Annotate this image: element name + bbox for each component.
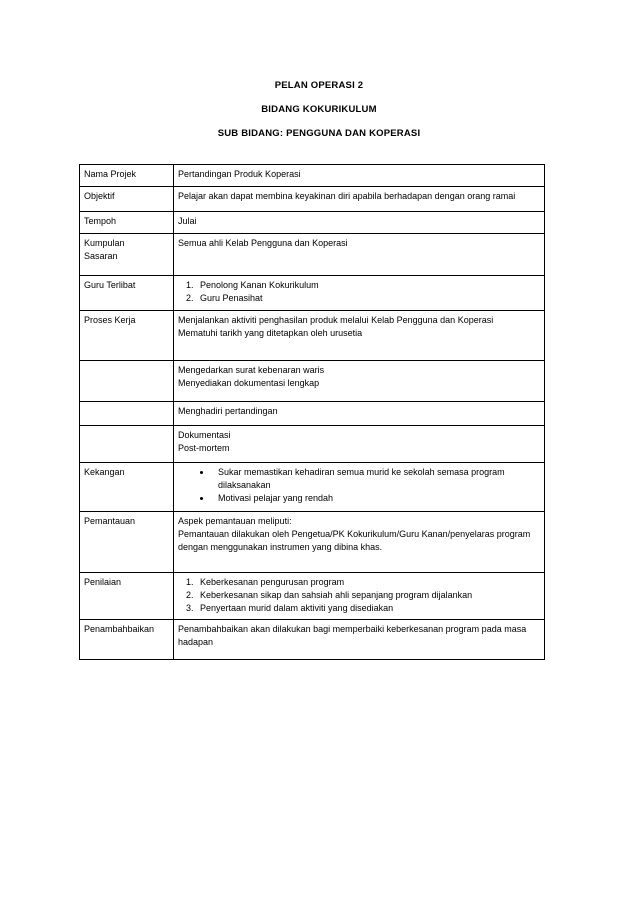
text-line: Pemantauan dilakukan oleh Pengetua/PK Kokurikulum/Guru Kanan/penyelaras program dengan menggunakan instrumen yang dibina khas. (178, 529, 531, 552)
empty-cell (80, 426, 174, 463)
row-penambahbaikan (80, 620, 545, 660)
list-item: 1. Penolong Kanan Kokurikulum (196, 279, 540, 292)
value-kekangan (174, 463, 545, 512)
text-line: Aspek pemantauan meliputi: (178, 516, 292, 526)
row-proses-kerja-3 (80, 402, 545, 426)
label-nama-projek: Nama Projek (80, 165, 174, 187)
row-proses-kerja (80, 311, 545, 361)
row-proses-kerja-2 (80, 361, 545, 402)
value-penambahbaikan: Penambahbaikan akan dilakukan bagi memperbaiki keberkesanan program pada masa hadapan (174, 620, 545, 660)
list-item: 1. Keberkesanan pengurusan program (196, 576, 540, 589)
text-line: Mematuhi tarikh yang ditetapkan oleh urusetia (178, 328, 363, 338)
label-proses-kerja: Proses Kerja (80, 311, 174, 361)
text-line: Menyediakan dokumentasi lengkap (178, 378, 320, 388)
list-item: 2. Keberkesanan sikap dan sahsiah ahli sepanjang program dijalankan (196, 589, 540, 602)
value-penilaian (174, 573, 545, 620)
label-penilaian: Penilaian (80, 573, 174, 620)
label-objektif: Objektif (80, 187, 174, 212)
row-pemantauan (80, 512, 545, 573)
label-kekangan: Kekangan (80, 463, 174, 512)
empty-cell (80, 361, 174, 402)
text-line: Menjalankan aktiviti penghasilan produk melalui Kelab Pengguna dan Koperasi (178, 315, 494, 325)
row-penilaian (80, 573, 545, 620)
value-proses-kerja-4 (174, 426, 545, 463)
row-kumpulan-sasaran (80, 234, 545, 276)
value-tempoh: Julai (174, 212, 545, 234)
kekangan-list (178, 466, 540, 505)
row-nama-projek (80, 165, 545, 187)
operation-plan-table (79, 164, 545, 660)
value-guru-terlibat (174, 276, 545, 311)
row-kekangan (80, 463, 545, 512)
field-heading: BIDANG KOKURIKULUM (261, 104, 377, 115)
value-nama-projek: Pertandingan Produk Koperasi (174, 165, 545, 187)
text-line: Post-mortem (178, 443, 230, 453)
penilaian-list (178, 576, 540, 615)
value-proses-kerja-1 (174, 311, 545, 361)
value-objektif: Pelajar akan dapat membina keyakinan diri apabila berhadapan dengan orang ramai (174, 187, 545, 212)
label-kumpulan: Kumpulan (84, 238, 125, 248)
list-item: • Sukar memastikan kehadiran semua murid ke sekolah semasa program dilaksanakan (212, 466, 540, 492)
value-kumpulan-sasaran: Semua ahli Kelab Pengguna dan Koperasi (174, 234, 545, 276)
text-line: Mengedarkan surat kebenaran waris (178, 365, 325, 375)
row-objektif (80, 187, 545, 212)
value-pemantauan (174, 512, 545, 573)
row-guru-terlibat (80, 276, 545, 311)
label-sasaran: Sasaran (84, 251, 118, 261)
value-proses-kerja-2 (174, 361, 545, 402)
row-tempoh (80, 212, 545, 234)
empty-cell (80, 402, 174, 426)
label-pemantauan: Pemantauan (80, 512, 174, 573)
value-proses-kerja-3: Menghadiri pertandingan (174, 402, 545, 426)
text-line: Dokumentasi (178, 430, 231, 440)
row-proses-kerja-4 (80, 426, 545, 463)
list-item: 2. Guru Penasihat (196, 292, 540, 305)
guru-list (178, 279, 540, 305)
label-penambahbaikan: Penambahbaikan (80, 620, 174, 660)
subfield-heading: SUB BIDANG: PENGGUNA DAN KOPERASI (217, 128, 421, 139)
document-title: PELAN OPERASI 2 (274, 80, 364, 91)
list-item: • Motivasi pelajar yang rendah (212, 492, 540, 505)
label-kumpulan-sasaran (80, 234, 174, 276)
label-tempoh: Tempoh (80, 212, 174, 234)
label-guru-terlibat: Guru Terlibat (80, 276, 174, 311)
list-item: 3. Penyertaan murid dalam aktiviti yang disediakan (196, 602, 540, 615)
